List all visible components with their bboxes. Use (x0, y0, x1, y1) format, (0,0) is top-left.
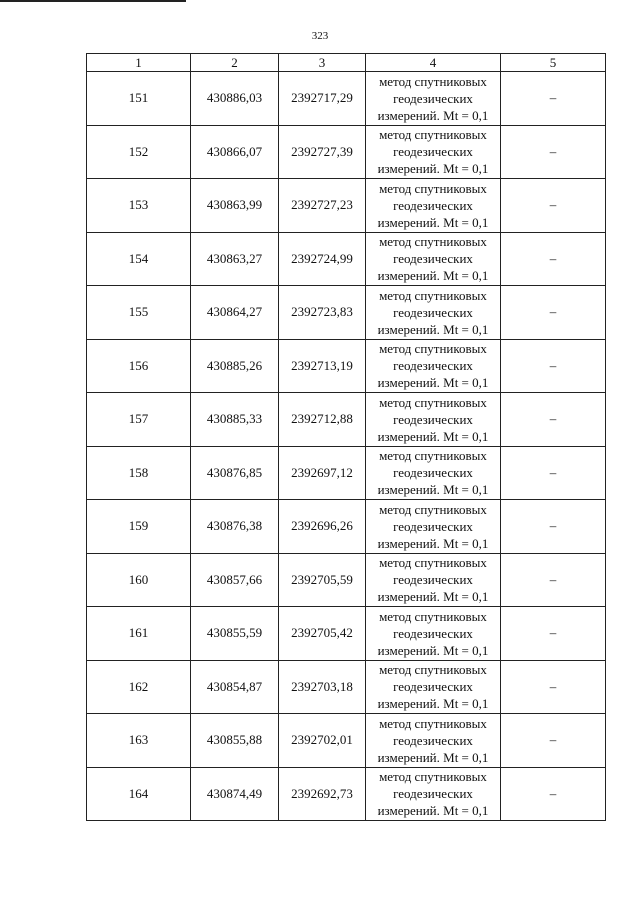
point-number-cell: 152 (87, 125, 191, 179)
point-number-cell: 158 (87, 446, 191, 500)
method-line: метод спутниковых (379, 73, 487, 89)
point-number-cell: 164 (87, 767, 191, 821)
table-row (87, 232, 606, 286)
table-row (87, 125, 606, 179)
point-number-cell: 154 (87, 232, 191, 286)
x-coordinate-cell: 430876,85 (191, 446, 279, 500)
note-cell: – (501, 500, 606, 554)
x-coordinate-cell: 430874,49 (191, 767, 279, 821)
method-line: измерений. Mt = 0,1 (377, 268, 489, 284)
y-coordinate-cell: 2392724,99 (279, 232, 366, 286)
note-cell: – (501, 607, 606, 661)
table-row (87, 714, 606, 768)
table-row (87, 393, 606, 447)
point-number-cell: 160 (87, 553, 191, 607)
method-line: метод спутниковых (379, 501, 487, 517)
y-coordinate-cell: 2392697,12 (279, 446, 366, 500)
method-line: геодезических (393, 732, 473, 748)
y-coordinate-cell: 2392696,26 (279, 500, 366, 554)
x-coordinate-cell: 430886,03 (191, 72, 279, 126)
table-row (87, 607, 606, 661)
point-number-cell: 155 (87, 286, 191, 340)
column-header: 3 (279, 54, 366, 72)
method-cell (366, 286, 501, 340)
point-number-cell: 151 (87, 72, 191, 126)
page-number: 323 (311, 30, 329, 42)
x-coordinate-cell: 430876,38 (191, 500, 279, 554)
note-cell: – (501, 125, 606, 179)
y-coordinate-cell: 2392713,19 (279, 339, 366, 393)
method-line: измерений. Mt = 0,1 (377, 107, 489, 123)
method-line: метод спутниковых (379, 448, 487, 464)
method-line: метод спутниковых (379, 715, 487, 731)
table-row (87, 72, 606, 126)
x-coordinate-cell: 430864,27 (191, 286, 279, 340)
method-line: геодезических (393, 144, 473, 160)
note-cell: – (501, 286, 606, 340)
table-row (87, 446, 606, 500)
y-coordinate-cell: 2392712,88 (279, 393, 366, 447)
table-row (87, 660, 606, 714)
method-cell (366, 125, 501, 179)
method-line: метод спутниковых (379, 555, 487, 571)
method-line: геодезических (393, 625, 473, 641)
method-cell (366, 714, 501, 768)
method-line: метод спутниковых (379, 341, 487, 357)
method-cell (366, 393, 501, 447)
method-cell (366, 660, 501, 714)
method-line: измерений. Mt = 0,1 (377, 642, 489, 658)
point-number-cell: 156 (87, 339, 191, 393)
method-line: метод спутниковых (379, 287, 487, 303)
method-line: геодезических (393, 518, 473, 534)
y-coordinate-cell: 2392703,18 (279, 660, 366, 714)
method-cell (366, 767, 501, 821)
y-coordinate-cell: 2392727,23 (279, 179, 366, 233)
column-header: 5 (501, 54, 606, 72)
method-line: геодезических (393, 90, 473, 106)
scan-edge-line (0, 0, 186, 2)
point-number-cell: 159 (87, 500, 191, 554)
method-line: геодезических (393, 197, 473, 213)
note-cell: – (501, 714, 606, 768)
method-line: измерений. Mt = 0,1 (377, 535, 489, 551)
method-line: измерений. Mt = 0,1 (377, 589, 489, 605)
x-coordinate-cell: 430863,99 (191, 179, 279, 233)
table-header-row (87, 54, 606, 72)
table-row (87, 500, 606, 554)
method-line: измерений. Mt = 0,1 (377, 803, 489, 819)
note-cell: – (501, 446, 606, 500)
x-coordinate-cell: 430866,07 (191, 125, 279, 179)
method-cell (366, 500, 501, 554)
note-cell: – (501, 179, 606, 233)
method-line: метод спутниковых (379, 394, 487, 410)
method-line: геодезических (393, 411, 473, 427)
table-row (87, 553, 606, 607)
method-line: метод спутниковых (379, 769, 487, 785)
note-cell: – (501, 339, 606, 393)
point-number-cell: 163 (87, 714, 191, 768)
method-cell (366, 339, 501, 393)
method-cell (366, 553, 501, 607)
y-coordinate-cell: 2392702,01 (279, 714, 366, 768)
method-line: метод спутниковых (379, 608, 487, 624)
note-cell: – (501, 660, 606, 714)
y-coordinate-cell: 2392705,59 (279, 553, 366, 607)
method-line: геодезических (393, 251, 473, 267)
method-line: измерений. Mt = 0,1 (377, 214, 489, 230)
column-header: 2 (191, 54, 279, 72)
method-line: геодезических (393, 304, 473, 320)
y-coordinate-cell: 2392705,42 (279, 607, 366, 661)
x-coordinate-cell: 430855,59 (191, 607, 279, 661)
table-row (87, 286, 606, 340)
method-line: измерений. Mt = 0,1 (377, 161, 489, 177)
x-coordinate-cell: 430863,27 (191, 232, 279, 286)
method-line: геодезических (393, 786, 473, 802)
method-line: геодезических (393, 358, 473, 374)
column-header: 1 (87, 54, 191, 72)
note-cell: – (501, 72, 606, 126)
method-cell (366, 232, 501, 286)
x-coordinate-cell: 430857,66 (191, 553, 279, 607)
point-number-cell: 161 (87, 607, 191, 661)
method-line: измерений. Mt = 0,1 (377, 482, 489, 498)
coordinates-table (86, 53, 606, 821)
method-cell (366, 179, 501, 233)
method-line: измерений. Mt = 0,1 (377, 321, 489, 337)
table-row (87, 767, 606, 821)
note-cell: – (501, 553, 606, 607)
point-number-cell: 162 (87, 660, 191, 714)
method-line: метод спутниковых (379, 127, 487, 143)
method-cell (366, 446, 501, 500)
x-coordinate-cell: 430885,26 (191, 339, 279, 393)
y-coordinate-cell: 2392717,29 (279, 72, 366, 126)
method-line: измерений. Mt = 0,1 (377, 428, 489, 444)
method-line: измерений. Mt = 0,1 (377, 696, 489, 712)
method-line: геодезических (393, 572, 473, 588)
method-line: измерений. Mt = 0,1 (377, 749, 489, 765)
column-header: 4 (366, 54, 501, 72)
method-line: геодезических (393, 465, 473, 481)
x-coordinate-cell: 430885,33 (191, 393, 279, 447)
method-cell (366, 607, 501, 661)
x-coordinate-cell: 430855,88 (191, 714, 279, 768)
point-number-cell: 157 (87, 393, 191, 447)
method-line: измерений. Mt = 0,1 (377, 375, 489, 391)
method-line: метод спутниковых (379, 234, 487, 250)
method-cell (366, 72, 501, 126)
table-row (87, 339, 606, 393)
y-coordinate-cell: 2392723,83 (279, 286, 366, 340)
y-coordinate-cell: 2392692,73 (279, 767, 366, 821)
note-cell: – (501, 767, 606, 821)
point-number-cell: 153 (87, 179, 191, 233)
note-cell: – (501, 393, 606, 447)
method-line: метод спутниковых (379, 180, 487, 196)
x-coordinate-cell: 430854,87 (191, 660, 279, 714)
y-coordinate-cell: 2392727,39 (279, 125, 366, 179)
note-cell: – (501, 232, 606, 286)
table-row (87, 179, 606, 233)
method-line: метод спутниковых (379, 662, 487, 678)
method-line: геодезических (393, 679, 473, 695)
